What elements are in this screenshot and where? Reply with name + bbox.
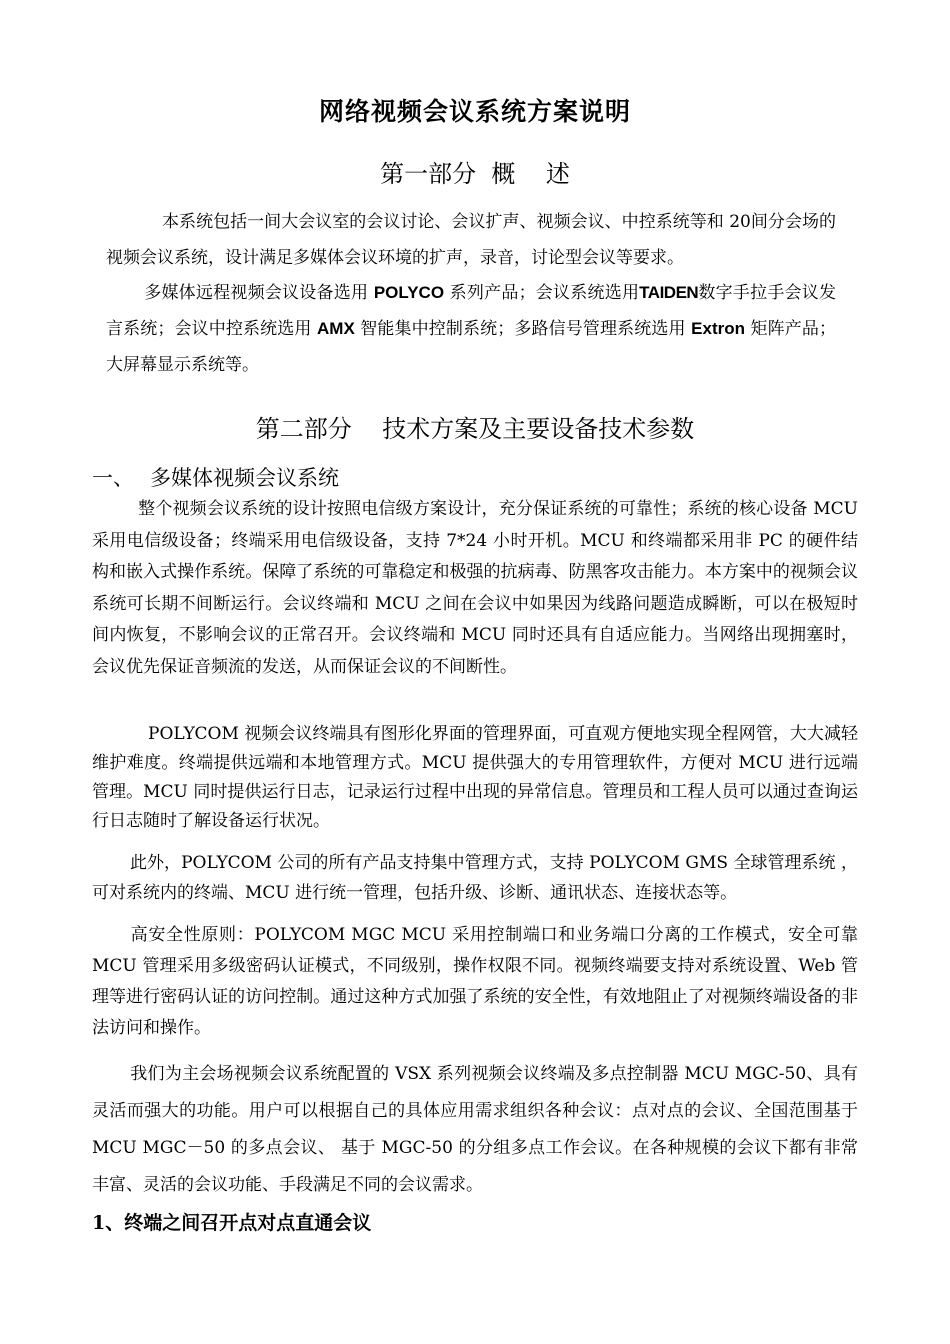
section1-number: 一、 xyxy=(92,466,134,490)
section1-heading xyxy=(92,462,339,492)
taiden-logo: TAIDEN xyxy=(639,283,699,302)
section1-paragraph-2: POLYCOM 视频会议终端具有图形化界面的管理界面，可直观方便地实现全程网管，大大减轻维护难度。终端提供远端和本地管理方式。MCU 提供强大的专用管理软件，方便对 MCU 进行远端管理。MCU 同时提供运行日志，记录运行过程中出现的异常信息。管理员和工程人员可以通过查询运行日志随时了解设备运行状况。 xyxy=(92,724,858,831)
amx-brand: AMX xyxy=(317,319,355,338)
subsection1-heading: 1、终端之间召开点对点直通会议 xyxy=(92,1212,372,1234)
part1-heading: 第一部分 概 述 xyxy=(380,160,570,188)
overview-paragraph-1: 本系统包括一间大会议室的会议讨论、会议扩声、视频会议、中控系统等和 20间分会场的视频会议系统，设计满足多媒体会议环境的扩声，录音，讨论型会议等要求。 xyxy=(106,212,836,268)
section1-paragraph-3: 此外，POLYCOM 公司的所有产品支持集中管理方式，支持 POLYCOM GMS 全球管理系统 ，可对系统内的终端、MCU 进行统一管理，包括升级、诊断、通讯状态、连接状态等。 xyxy=(92,853,858,903)
extron-brand: Extron xyxy=(691,319,745,338)
part2-heading: 第二部分 技术方案及主要设备技术参数 xyxy=(255,415,695,443)
section1-paragraph-1: 整个视频会议系统的设计按照电信级方案设计，充分保证系统的可靠性；系统的核心设备 MCU 采用电信级设备；终端采用电信级设备，支持 7*24 小时开机。MCU 和终端都采用非 PC 的硬件结构和嵌入式操作系统。保障了系统的可靠稳定和极强的抗病毒、防黑客攻击能力。本方案中的视频会议系统可长期不间断运行。会议终端和 MCU 之间在会议中如果因为线路问题造成瞬断，可以在极短时间内恢复，不影响会议的正常召开。会议终端和 MCU 同时还具有自适应能力。当网络出现拥塞时，会议优先保证音频流的发送，从而保证会议的不间断性。 xyxy=(92,499,858,677)
overview-paragraph-2: 多媒体远程视频会议设备选用 POLYCO 系列产品；会议系统选用TAIDEN数字手拉手会议发言系统；会议中控系统选用 AMX 智能集中控制系统；多路信号管理系统选用 Extron 矩阵产品；大屏幕显示系统等。 xyxy=(106,283,837,375)
document-title: 网络视频会议系统方案说明 xyxy=(318,97,631,126)
polyco-brand: POLYCO xyxy=(373,283,445,302)
section1-title: 多媒体视频会议系统 xyxy=(150,466,339,490)
section1-paragraph-4: 高安全性原则：POLYCOM MGC MCU 采用控制端口和业务端口分离的工作模式，安全可靠 MCU 管理采用多级密码认证模式，不同级别，操作权限不同。视频终端要支持对系统设置、Web 管理等进行密码认证的访问控制。通过这种方式加强了系统的安全性，有效地阻止了对视频终端设备的非法访问和操作。 xyxy=(92,925,858,1038)
section1-paragraph-5: 我们为主会场视频会议系统配置的 VSX 系列视频会议终端及多点控制器 MCU MGC-50、具有灵活而强大的功能。用户可以根据自己的具体应用需求组织各种会议：点对点的会议、全国范围基于 MCU MGC－50 的多点会议、 基于 MGC-50 的分组多点工作会议。在各种规模的会议下都有非常丰富、灵活的会议功能、手段满足不同的会议需求。 xyxy=(92,1064,858,1195)
